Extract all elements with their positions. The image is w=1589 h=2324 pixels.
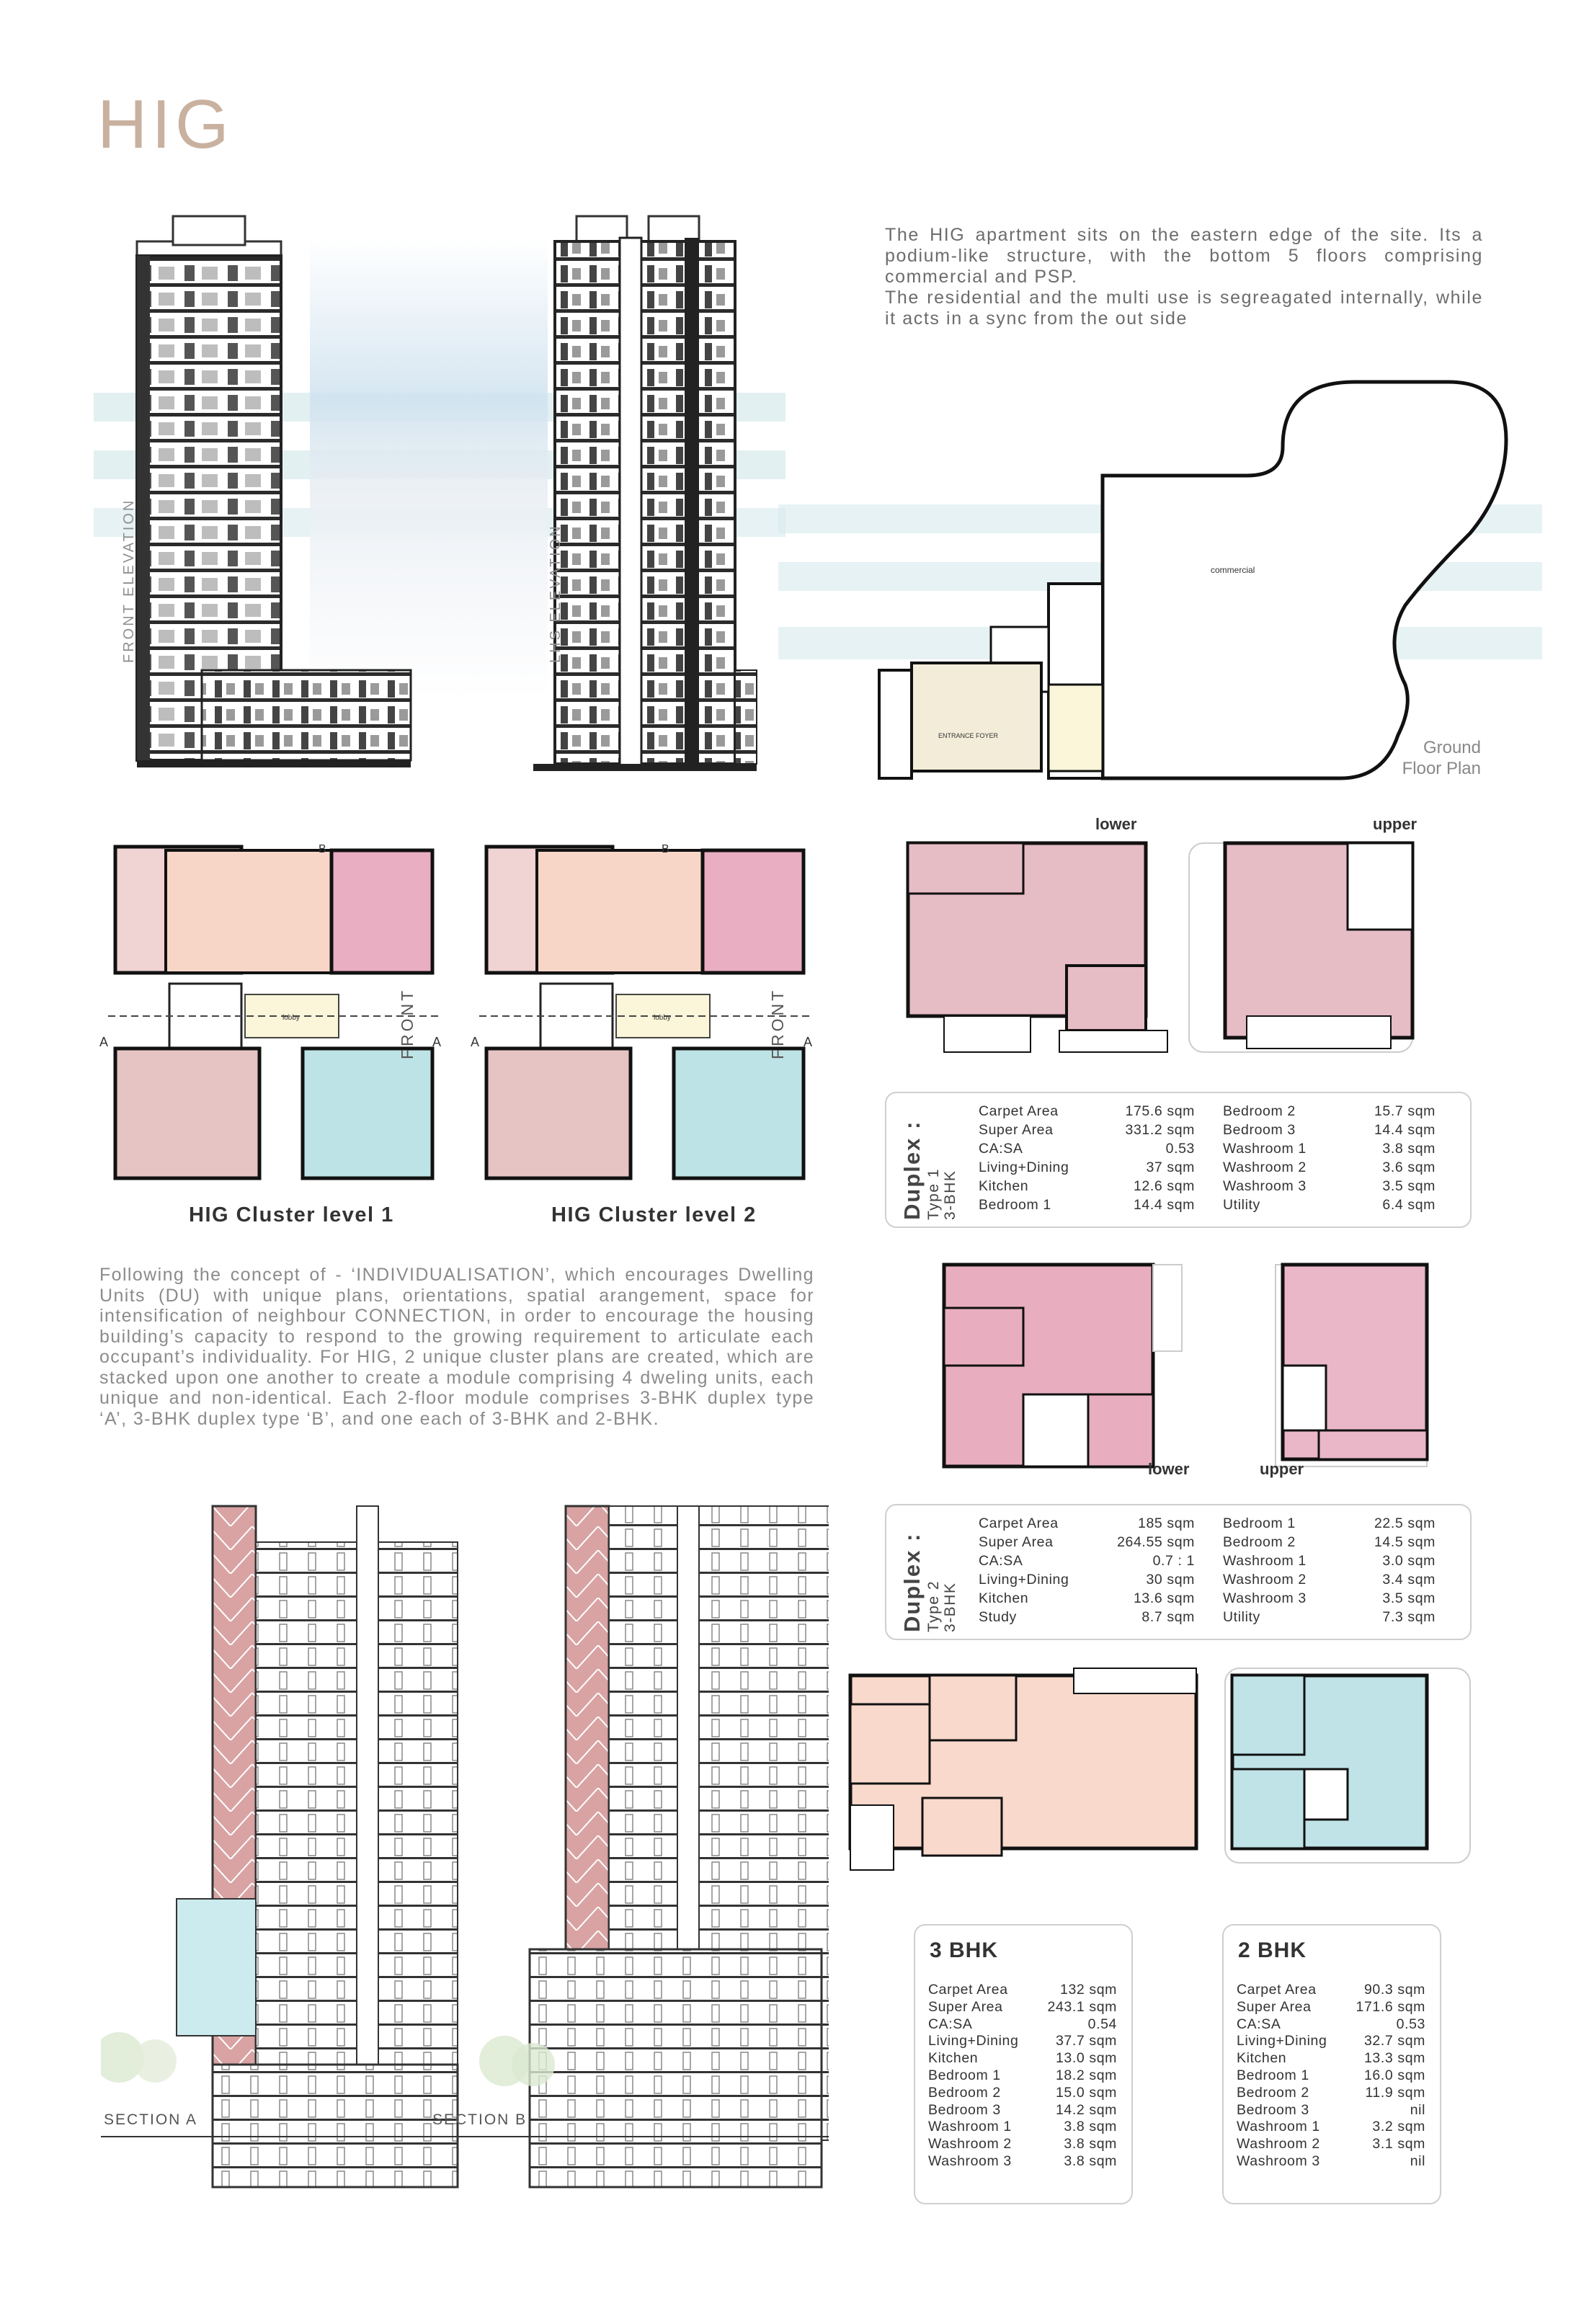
area-label: Washroom 1 xyxy=(928,2119,1012,2135)
area-value: 14.2 sqm xyxy=(1055,2101,1117,2118)
section-a-label: SECTION A xyxy=(104,2111,198,2128)
area-label: Washroom 3 xyxy=(1223,1178,1307,1194)
3bhk-rows xyxy=(928,1982,1117,2170)
ground-floor-plan-title-line1: Ground xyxy=(1423,738,1481,757)
area-label: Super Area xyxy=(979,1122,1054,1138)
area-value: 22.5 sqm xyxy=(1374,1515,1436,1531)
duplex-type1-lower-label: lower xyxy=(1095,815,1137,833)
duplex-type1-upper-plan xyxy=(1189,843,1412,1052)
area-label: Kitchen xyxy=(928,2050,979,2067)
section-marker-b-1: B xyxy=(319,843,326,855)
area-label: Super Area xyxy=(928,1998,1003,2015)
area-label: Bedroom 1 xyxy=(1237,2067,1309,2083)
sections-drawing xyxy=(101,1502,829,2198)
front-label-1: FRONT xyxy=(398,987,417,1059)
area-value: 3.2 sqm xyxy=(1372,2119,1425,2135)
area-label: CA:SA xyxy=(979,1141,1023,1157)
section-b-drawing xyxy=(512,1506,829,2187)
area-label: Carpet Area xyxy=(928,1982,1008,1998)
area-label: Washroom 2 xyxy=(1223,1572,1307,1588)
area-label: Super Area xyxy=(1237,1998,1312,2015)
area-value: 6.4 sqm xyxy=(1382,1197,1436,1213)
area-value: 3.8 sqm xyxy=(1064,2152,1117,2169)
lobby-label-2: lobby xyxy=(654,1014,671,1022)
entrance-foyer-label: ENTRANCE FOYER xyxy=(938,732,999,739)
area-value: 175.6 sqm xyxy=(1125,1103,1195,1119)
2bhk-plan xyxy=(1225,1668,1470,1863)
area-value: 3.5 sqm xyxy=(1382,1590,1436,1606)
duplex-type2-tag-type: Type 2 xyxy=(925,1580,942,1632)
area-label: CA:SA xyxy=(1237,2016,1281,2032)
intro-text xyxy=(885,225,1483,329)
cluster-level-2-plan xyxy=(479,847,811,1178)
duplex-type2-lower-label: lower xyxy=(1148,1460,1190,1478)
section-marker-a-left-2: A xyxy=(471,1035,480,1049)
cluster-plans-drawing xyxy=(94,840,836,1200)
area-value: 90.3 sqm xyxy=(1363,1982,1425,1998)
area-value: 30 sqm xyxy=(1146,1572,1195,1588)
area-label: Utility xyxy=(1223,1197,1260,1213)
area-value: 15.7 sqm xyxy=(1374,1103,1436,1119)
commercial-label: commercial xyxy=(1211,565,1255,575)
area-label: Bedroom 2 xyxy=(1223,1534,1296,1550)
area-label: CA:SA xyxy=(979,1553,1023,1569)
intro-paragraph-2: The residential and the multi use is segreagated internally, while it acts in a sync from the out side xyxy=(885,288,1483,329)
ground-floor-plan xyxy=(778,368,1542,793)
cluster-level-1-plan xyxy=(108,847,440,1178)
area-value: nil xyxy=(1410,2101,1425,2118)
section-marker-b-2: B xyxy=(662,843,669,855)
area-value: 171.6 sqm xyxy=(1356,1998,1425,2015)
area-label: Utility xyxy=(1223,1609,1260,1625)
area-value: 3.8 sqm xyxy=(1064,2136,1117,2152)
area-label: Washroom 3 xyxy=(1223,1590,1307,1606)
area-value: 16.0 sqm xyxy=(1363,2067,1425,2083)
duplex-type2-upper-label: upper xyxy=(1260,1460,1304,1478)
duplex-type1-tag-bhk: 3-BHK xyxy=(942,1170,958,1220)
area-label: CA:SA xyxy=(928,2016,973,2032)
area-value: 331.2 sqm xyxy=(1125,1122,1195,1138)
duplex-type1-plans xyxy=(901,836,1477,1067)
area-value: 3.4 sqm xyxy=(1382,1572,1436,1588)
cluster-level-1-title: HIG Cluster level 1 xyxy=(189,1203,394,1226)
area-label: Study xyxy=(979,1609,1017,1625)
area-value: 14.4 sqm xyxy=(1374,1122,1436,1138)
cluster-level-2-title: HIG Cluster level 2 xyxy=(551,1203,757,1226)
section-marker-a-right-1: A xyxy=(432,1035,442,1049)
section-marker-a-left-1: A xyxy=(99,1035,109,1049)
page-title: HIG xyxy=(97,86,233,163)
area-value: 3.6 sqm xyxy=(1382,1159,1436,1175)
area-value: 8.7 sqm xyxy=(1141,1609,1195,1625)
area-value: 18.2 sqm xyxy=(1055,2067,1117,2083)
area-value: 15.0 sqm xyxy=(1055,2084,1117,2101)
duplex-type1-upper-label: upper xyxy=(1373,815,1417,833)
elevations-drawing xyxy=(94,209,785,785)
area-value: 7.3 sqm xyxy=(1382,1609,1436,1625)
duplex-type2-tag xyxy=(899,1533,958,1632)
area-label: Bedroom 3 xyxy=(928,2101,1001,2118)
3bhk-area-table xyxy=(914,1924,1133,2204)
area-value: 132 sqm xyxy=(1060,1982,1117,1998)
duplex-type2-plans xyxy=(915,1257,1470,1481)
area-label: Living+Dining xyxy=(979,1159,1069,1175)
area-label: Kitchen xyxy=(1237,2050,1287,2067)
area-value: 14.5 sqm xyxy=(1374,1534,1436,1550)
area-label: Washroom 1 xyxy=(1223,1141,1307,1157)
area-value: 12.6 sqm xyxy=(1133,1178,1195,1194)
area-label: Living+Dining xyxy=(928,2033,1019,2049)
area-value: 0.53 xyxy=(1396,2016,1425,2032)
area-label: Washroom 3 xyxy=(1237,2152,1320,2169)
duplex-type1-tag xyxy=(899,1121,958,1220)
area-label: Bedroom 1 xyxy=(1223,1515,1296,1531)
duplex-type2-left-columns xyxy=(979,1515,1195,1626)
area-label: Bedroom 2 xyxy=(928,2084,1001,2101)
area-value: 11.9 sqm xyxy=(1365,2084,1425,2101)
intro-paragraph-1: The HIG apartment sits on the eastern edge of the site. Its a podium-like structure, with the bottom 5 floors comprising commercial and PSP. xyxy=(885,225,1483,287)
duplex-type2-upper-plan xyxy=(1276,1265,1427,1466)
duplex-type1-tag-type: Type 1 xyxy=(925,1167,942,1220)
section-a-drawing xyxy=(101,1506,530,2187)
area-label: Washroom 1 xyxy=(1237,2119,1320,2135)
duplex-type2-lower-plan xyxy=(944,1265,1182,1466)
2bhk-area-table xyxy=(1222,1924,1441,2204)
duplex-type2-right-columns xyxy=(1223,1515,1436,1626)
area-value: 0.54 xyxy=(1087,2016,1117,2032)
lhs-elevation-label: LHS ELEVATION xyxy=(548,524,564,663)
area-value: nil xyxy=(1410,2152,1425,2169)
area-value: 13.6 sqm xyxy=(1133,1590,1195,1606)
front-label-2: FRONT xyxy=(768,987,787,1059)
area-value: 3.5 sqm xyxy=(1382,1178,1436,1194)
duplex-type1-lower-plan xyxy=(908,843,1167,1052)
area-label: Washroom 2 xyxy=(1223,1159,1307,1175)
area-label: Kitchen xyxy=(979,1178,1029,1194)
area-value: 37.7 sqm xyxy=(1055,2033,1117,2049)
area-value: 13.3 sqm xyxy=(1363,2050,1425,2067)
3bhk-plan xyxy=(850,1668,1196,1870)
area-label: Bedroom 3 xyxy=(1223,1122,1296,1138)
lobby-label-1: lobby xyxy=(282,1014,300,1022)
area-label: Living+Dining xyxy=(979,1572,1069,1588)
area-label: Bedroom 3 xyxy=(1237,2101,1309,2118)
area-value: 3.8 sqm xyxy=(1382,1141,1436,1157)
area-label: Washroom 1 xyxy=(1223,1553,1307,1569)
area-label: Bedroom 1 xyxy=(979,1197,1051,1213)
area-label: Carpet Area xyxy=(1237,1982,1317,1998)
area-label: Bedroom 2 xyxy=(1237,2084,1309,2101)
area-label: Super Area xyxy=(979,1534,1054,1550)
duplex-type1-area-table xyxy=(885,1092,1472,1228)
area-value: 243.1 sqm xyxy=(1047,1998,1117,2015)
area-label: Washroom 3 xyxy=(928,2152,1012,2169)
area-label: Bedroom 1 xyxy=(928,2067,1001,2083)
area-label: Carpet Area xyxy=(979,1103,1059,1119)
duplex-type1-tag-main: Duplex : xyxy=(899,1120,925,1220)
area-value: 185 sqm xyxy=(1138,1515,1195,1531)
flat-plans-drawing xyxy=(843,1661,1477,1877)
area-label: Bedroom 2 xyxy=(1223,1103,1296,1119)
area-value: 264.55 sqm xyxy=(1117,1534,1195,1550)
duplex-type1-right-columns xyxy=(1223,1103,1436,1214)
3bhk-title: 3 BHK xyxy=(930,1938,999,1962)
duplex-type1-left-columns xyxy=(979,1103,1195,1214)
area-value: 0.53 xyxy=(1165,1141,1195,1157)
area-value: 14.4 sqm xyxy=(1133,1197,1195,1213)
area-label: Washroom 2 xyxy=(928,2136,1012,2152)
front-elevation-label: FRONT ELEVATION xyxy=(121,498,137,663)
area-label: Carpet Area xyxy=(979,1515,1059,1531)
ground-floor-plan-title xyxy=(1340,737,1481,779)
area-value: 3.8 sqm xyxy=(1064,2119,1117,2135)
duplex-type2-tag-main: Duplex : xyxy=(899,1532,925,1632)
area-value: 0.7 : 1 xyxy=(1152,1553,1195,1569)
area-label: Living+Dining xyxy=(1237,2033,1327,2049)
area-value: 3.0 sqm xyxy=(1382,1553,1436,1569)
area-value: 37 sqm xyxy=(1146,1159,1195,1175)
section-b-label: SECTION B xyxy=(432,2111,528,2128)
2bhk-title: 2 BHK xyxy=(1238,1938,1307,1962)
section-marker-a-right-2: A xyxy=(804,1035,813,1049)
duplex-type2-tag-bhk: 3-BHK xyxy=(942,1582,958,1632)
area-value: 3.1 sqm xyxy=(1372,2136,1425,2152)
area-value: 32.7 sqm xyxy=(1363,2033,1425,2049)
2bhk-rows xyxy=(1237,1982,1425,2170)
duplex-type2-area-table xyxy=(885,1504,1472,1640)
ground-floor-plan-title-line2: Floor Plan xyxy=(1402,759,1481,778)
area-value: 13.0 sqm xyxy=(1055,2050,1117,2067)
concept-text: Following the concept of - ‘INDIVIDUALISATION’, which encourages Dwelling Units (DU) with unique plans, orientations, spatial arangement, space for intensification of neighbour CONNECTION, in order to encourage the housing building’s capacity to respond to the growing requirement to articulate each occupant’s individuality. For HIG, 2 unique cluster plans are created, which are stacked upon one another to create a module comprising 4 dweling units, each unique and non-identical. Each 2-floor module comprises 3-BHK duplex type ‘A’, 3-BHK duplex type ‘B’, and one each of 3-BHK and 2-BHK. xyxy=(99,1265,814,1429)
area-label: Washroom 2 xyxy=(1237,2136,1320,2152)
area-label: Kitchen xyxy=(979,1590,1029,1606)
